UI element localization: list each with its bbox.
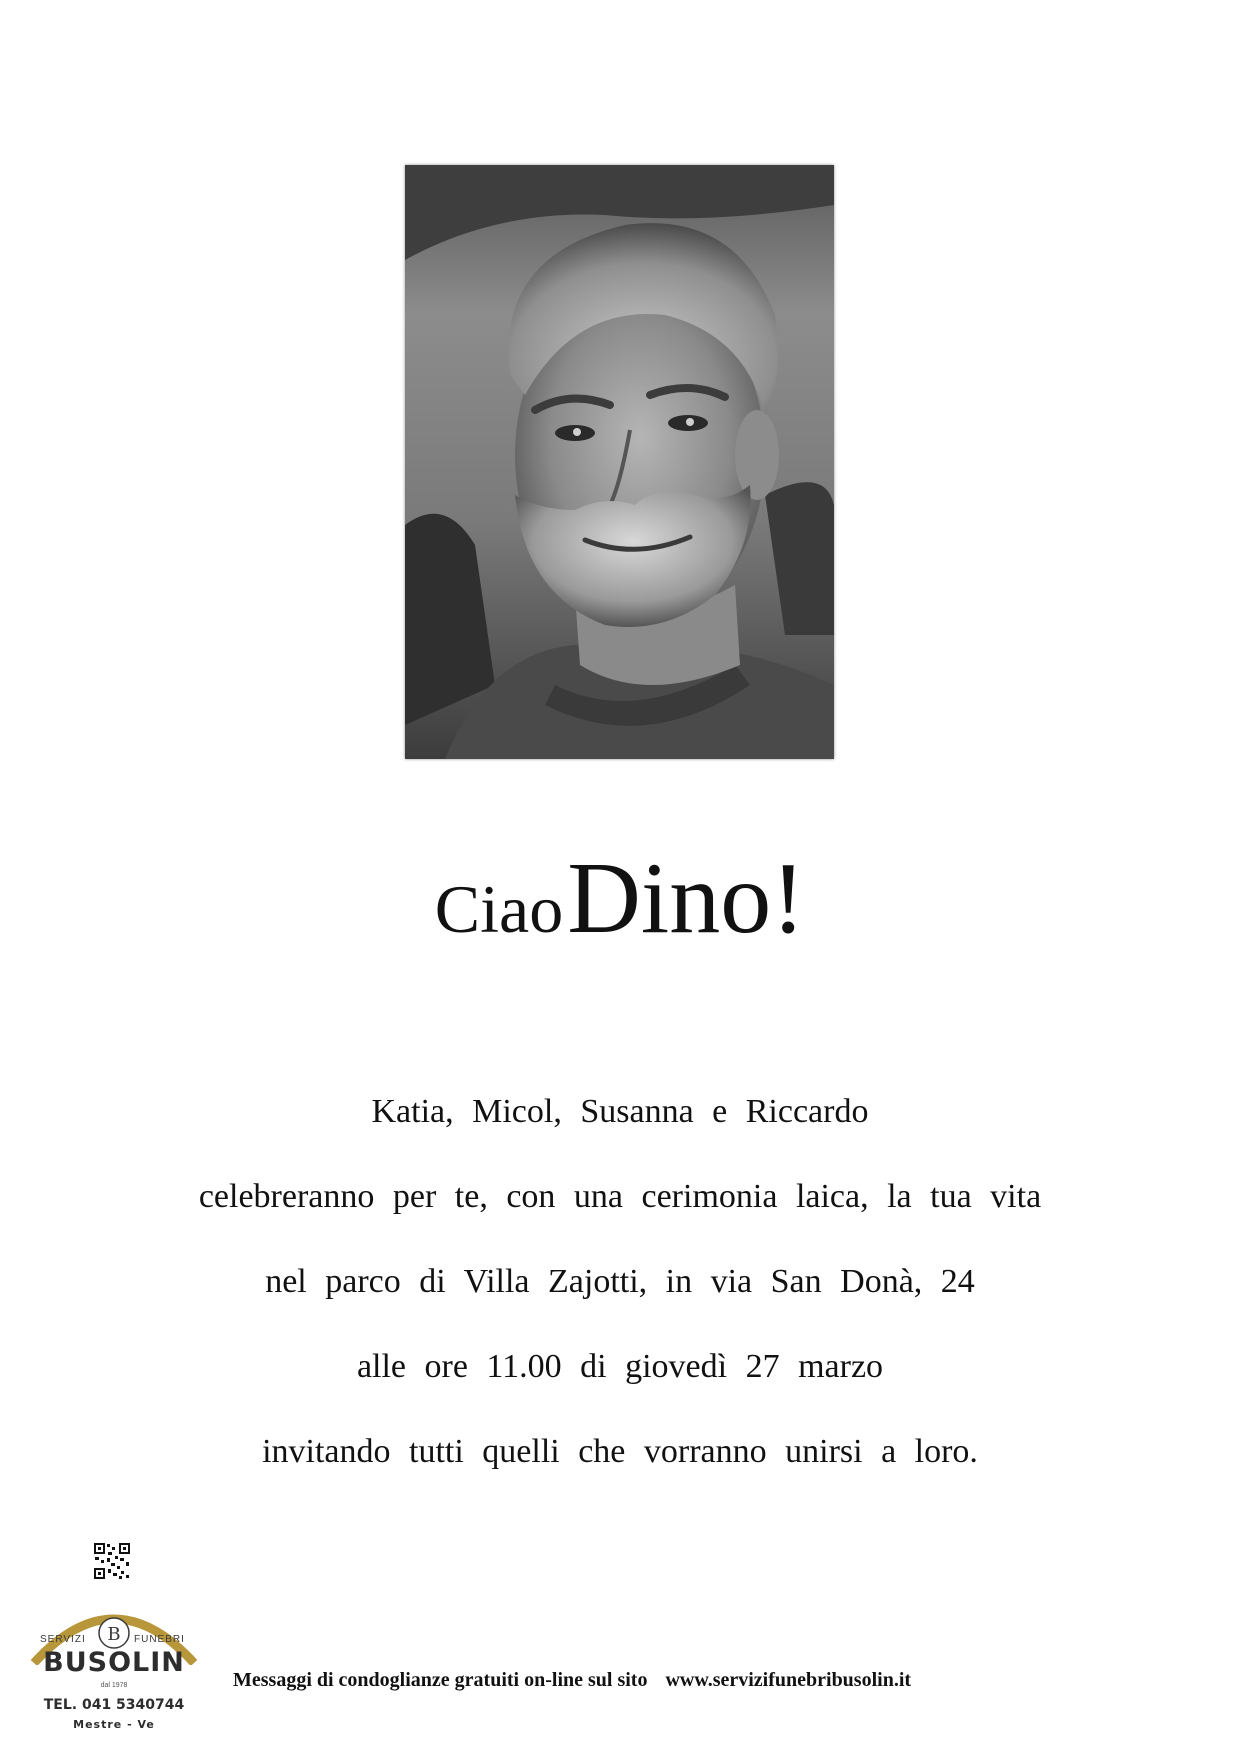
footer-notice: Messaggi di condoglianze gratuiti on-line sul sito <box>233 1669 648 1691</box>
headline <box>0 842 1240 955</box>
message-line-location: nel parco di Villa Zajotti, in via San Donà, 24 <box>265 1263 975 1300</box>
logo-tag-funeral: FUNEBRI <box>134 1634 185 1645</box>
message-line-invitation: invitando tutti quelli che vorranno unirsi a loro. <box>262 1433 978 1470</box>
footer-website-link[interactable]: www.servizifunebribusolin.it <box>665 1669 912 1691</box>
message-line-datetime: alle ore 11.00 di giovedì 27 marzo <box>356 1348 884 1385</box>
logo-city: Mestre - Ve <box>73 1718 155 1731</box>
qr-code-icon <box>93 1542 131 1580</box>
logo-brand-name: BUSOLIN <box>43 1647 185 1678</box>
message-line-family: Katia, Micol, Susanna e Riccardo <box>371 1093 869 1130</box>
headline-greeting: Ciao <box>434 871 564 947</box>
message-line-ceremony: celebreranno per te, con una cerimonia laica, la tua vita <box>198 1178 1042 1215</box>
logo-since: dal 1978 <box>100 1682 128 1689</box>
headline-name: Dino! <box>567 842 806 955</box>
logo-tag-services: SERVIZI <box>40 1634 86 1645</box>
footer <box>233 1669 911 1692</box>
logo-monogram: B <box>107 1624 121 1645</box>
logo-phone: TEL. 041 5340744 <box>43 1697 185 1713</box>
portrait-photo <box>405 165 834 759</box>
